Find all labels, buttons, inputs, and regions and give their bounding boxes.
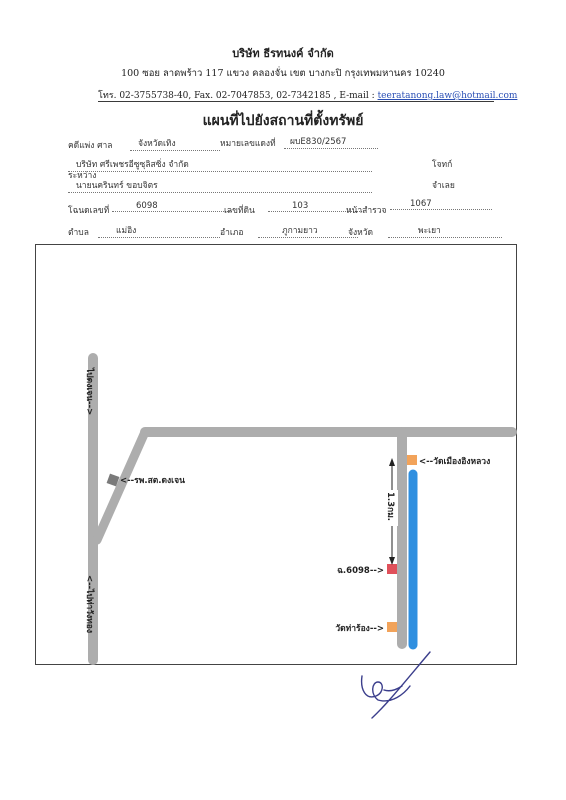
- contact-email-link[interactable]: teeratanong.law@hotmail.com: [377, 91, 518, 101]
- distance-arrow-head-up: [389, 458, 395, 466]
- road-diagonal-link: [97, 432, 145, 540]
- company-address: 100 ซอย ลาดพร้าว 117 แขวง คลองจั่น เขต บางกะปิ กรุงเทพมหานคร 10240: [121, 68, 445, 79]
- company-name: บริษัท ธีรทนงค์ จำกัด: [232, 47, 334, 60]
- subdistrict-label: ตำบล: [68, 228, 89, 238]
- distance-arrow-head-down: [389, 557, 395, 565]
- defendant-role: จำเลย: [432, 181, 455, 191]
- court-value: จังหวัดเทิง: [130, 136, 220, 151]
- district-label: อำเภอ: [220, 228, 244, 238]
- plaintiff-value: บริษัท ศรีเพชรอีซูซุลิสซิ่ง จำกัด: [68, 157, 372, 172]
- label-distance: 1.3กม.: [385, 492, 395, 522]
- temple-south-marker: [387, 622, 397, 632]
- case-label: คดีแพ่ง ศาล: [68, 141, 113, 151]
- river-label: น้ำอิง: [428, 566, 438, 586]
- document-title: แผนที่ไปยังสถานที่ตั้งทรัพย์: [202, 113, 364, 129]
- label-parcel: ฉ.6098-->: [337, 566, 384, 576]
- temple-north-marker: [407, 455, 417, 465]
- label-temple-north: <--วัดเมืองอิงหลวง: [419, 457, 491, 467]
- province-value: พะเยา: [388, 223, 502, 238]
- survey-label: หน้าสำรวจ: [346, 206, 387, 216]
- case-no-value: ผบE830/2567: [284, 134, 378, 149]
- label-to-thawang: <--ไปท่าวังทอง: [84, 575, 94, 634]
- district-value: ภูกามยาว: [258, 223, 358, 238]
- case-no-label: หมายเลขแดงที่: [220, 139, 276, 149]
- province-label: จังหวัด: [348, 228, 374, 238]
- between-label: ระหว่าง: [68, 171, 97, 181]
- parcel-marker: [387, 564, 397, 574]
- label-hospital: <--รพ.สต.ดงเจน: [120, 476, 185, 486]
- subdistrict-value: แม่อิง: [98, 223, 220, 238]
- land-no-label: เลขที่ดิน: [224, 206, 255, 216]
- land-no-value: 103: [268, 201, 362, 212]
- plaintiff-role: โจทก์: [432, 160, 453, 170]
- signature: [362, 652, 430, 718]
- label-to-dongjen: ไปดงเจน-->: [84, 368, 94, 416]
- label-temple-south: วัดท่าร้อง-->: [335, 624, 384, 634]
- deed-label: โฉนดเลขที่: [68, 206, 110, 216]
- contact-phone-fax: โทร. 02-3755738-40, Fax. 02-7047853, 02-7342185 , E-mail :: [98, 91, 378, 101]
- deed-value: 6098: [112, 201, 232, 212]
- defendant-value: นายนครินทร์ ขอบจิตร: [68, 178, 372, 193]
- survey-value: 1067: [390, 199, 492, 210]
